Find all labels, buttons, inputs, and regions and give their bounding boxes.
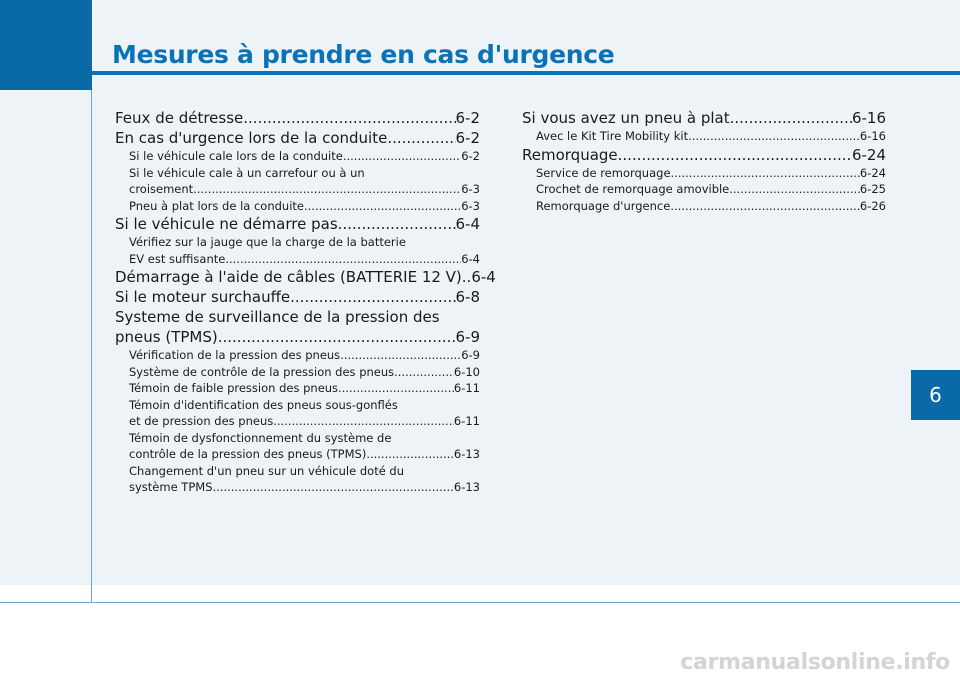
toc-entry-title: Témoin de faible pression des pneus bbox=[129, 381, 339, 395]
dot-leader bbox=[218, 327, 456, 347]
toc-entry-cale-carrefour[interactable] bbox=[115, 165, 480, 198]
toc-entry-title-line: Si le véhicule cale à un carrefour ou à un bbox=[129, 165, 365, 180]
chapter-tab[interactable]: 6 bbox=[911, 370, 960, 420]
toc-entry-changement-pneu[interactable] bbox=[115, 463, 480, 496]
toc-right-column bbox=[522, 108, 886, 214]
toc-entry-verif-pression[interactable] bbox=[115, 347, 480, 364]
toc-entry-title: Crochet de remorquage amovible bbox=[536, 182, 730, 196]
dot-leader bbox=[343, 148, 461, 165]
toc-page-number: 6-9 bbox=[461, 348, 480, 362]
dot-leader bbox=[340, 347, 461, 364]
toc-entry-title: Pneu à plat lors de la conduite bbox=[129, 198, 304, 213]
toc-entry-pneu-plat-conduite[interactable] bbox=[115, 198, 480, 215]
dot-leader bbox=[394, 364, 454, 381]
page-title: Mesures à prendre en cas d'urgence bbox=[112, 40, 615, 69]
toc-page-number: 6-8 bbox=[455, 288, 480, 306]
toc-entry-cale-conduite[interactable] bbox=[115, 148, 480, 165]
toc-entry-title: Feux de détresse bbox=[115, 109, 244, 127]
toc-entry-title: pneus (TPMS) bbox=[115, 328, 218, 346]
toc-entry-title: Si le véhicule ne démarre pas bbox=[115, 215, 338, 233]
toc-entry-service-remorquage[interactable] bbox=[522, 165, 886, 182]
toc-entry-title-line: Témoin d'identification des pneus sous-gonflés bbox=[129, 397, 398, 412]
dot-leader bbox=[193, 181, 461, 198]
toc-page-number: 6-13 bbox=[453, 480, 480, 494]
toc-left-column bbox=[115, 108, 496, 496]
dot-leader bbox=[243, 108, 455, 128]
toc-page-number: 6-2 bbox=[455, 129, 480, 147]
toc-page-number: 6-4 bbox=[455, 215, 480, 233]
toc-entry-title: Service de remorquage bbox=[536, 165, 671, 180]
toc-entry-title: Remorquage bbox=[522, 145, 618, 164]
toc-entry-title: En cas d'urgence lors de la conduite bbox=[115, 129, 388, 147]
toc-entry-pneu-a-plat[interactable] bbox=[522, 108, 886, 128]
toc-page-number: 6-9 bbox=[455, 328, 480, 346]
toc-entry-surchauffe[interactable] bbox=[115, 287, 480, 307]
toc-page-number: 6-24 bbox=[851, 145, 886, 164]
toc-entry-title: Si vous avez un pneu à plat bbox=[522, 109, 730, 127]
toc-entry-crochet[interactable] bbox=[522, 181, 886, 198]
toc-page-number: 6-11 bbox=[453, 414, 480, 428]
watermark: carmanualsonline.info bbox=[680, 650, 950, 675]
margin-divider bbox=[91, 90, 92, 602]
dot-leader bbox=[338, 380, 454, 397]
dot-leader bbox=[729, 181, 860, 198]
toc-page-number: 6-2 bbox=[455, 109, 480, 127]
toc-entry-en-cas[interactable] bbox=[115, 128, 480, 148]
dot-leader bbox=[225, 251, 461, 268]
dot-leader bbox=[730, 108, 852, 128]
toc-entry-title: et de pression des pneus bbox=[129, 414, 274, 428]
dot-leader bbox=[618, 145, 852, 165]
toc-entry-title: Vérification de la pression des pneus bbox=[129, 348, 341, 362]
toc-entry-title-line: Systeme de surveillance de la pression des bbox=[115, 308, 440, 326]
toc-entry-temoin-identification[interactable] bbox=[115, 397, 480, 430]
toc-entry-temoin-faible[interactable] bbox=[115, 380, 480, 397]
dot-leader bbox=[273, 413, 454, 430]
toc-entry-title: système TPMS bbox=[129, 480, 213, 494]
toc-entry-systeme-controle[interactable] bbox=[115, 364, 480, 381]
dot-leader bbox=[338, 214, 456, 234]
toc-page-number: 6-24 bbox=[859, 165, 886, 180]
toc-entry-title: Si le véhicule cale lors de la conduite bbox=[129, 149, 343, 163]
dot-leader bbox=[387, 128, 455, 148]
toc-page-number: 6-4 bbox=[471, 268, 496, 286]
toc-page-number: 6-26 bbox=[859, 198, 886, 213]
dot-leader bbox=[290, 287, 455, 307]
title-underline bbox=[92, 71, 960, 75]
toc-entry-temoin-dysfonctionnement[interactable] bbox=[115, 430, 480, 463]
toc-page-number: 6-10 bbox=[453, 364, 480, 379]
toc-entry-title: Démarrage à l'aide de câbles (BATTERIE 12 V).. bbox=[115, 268, 472, 286]
toc-entry-kit-tire[interactable] bbox=[522, 128, 886, 145]
toc-entry-ne-demarre[interactable] bbox=[115, 214, 480, 234]
toc-entry-title: Si le moteur surchauffe bbox=[115, 288, 291, 306]
dot-leader bbox=[213, 479, 454, 496]
toc-entry-tpms[interactable] bbox=[115, 307, 480, 347]
toc-entry-title: Avec le Kit Tire Mobility kit bbox=[536, 129, 689, 143]
toc-page-number: 6-13 bbox=[453, 447, 480, 461]
toc-entry-title-line: Changement d'un pneu sur un véhicule doté du bbox=[129, 463, 405, 478]
toc-entry-title: croisement bbox=[129, 182, 194, 196]
dot-leader bbox=[688, 128, 860, 145]
corner-color-block bbox=[0, 0, 92, 90]
toc-entry-title: EV est suffisante bbox=[129, 251, 226, 266]
dot-leader bbox=[366, 446, 454, 463]
toc-page-number: 6-16 bbox=[859, 129, 886, 143]
toc-page-number: 6-25 bbox=[859, 182, 886, 196]
toc-entry-title: Remorquage d'urgence bbox=[536, 198, 671, 213]
toc-entry-title: contrôle de la pression des pneus (TPMS) bbox=[129, 447, 367, 461]
toc-entry-title: Système de contrôle de la pression des pneus bbox=[129, 364, 395, 379]
toc-entry-remorquage-urgence[interactable] bbox=[522, 198, 886, 215]
dot-leader bbox=[304, 198, 461, 215]
toc-page-number: 6-2 bbox=[461, 149, 480, 163]
toc-page-number: 6-3 bbox=[461, 182, 480, 196]
toc-entry-remorquage[interactable] bbox=[522, 145, 886, 165]
toc-page-number: 6-4 bbox=[461, 251, 480, 266]
toc-page-number: 6-11 bbox=[453, 381, 480, 395]
toc-page-number: 6-16 bbox=[851, 109, 886, 127]
dot-leader bbox=[671, 165, 860, 182]
dot-leader bbox=[670, 198, 860, 215]
toc-entry-title-line: Vérifiez sur la jauge que la charge de la batterie bbox=[129, 235, 406, 249]
footer-divider bbox=[0, 602, 960, 603]
toc-entry-title-line: Témoin de dysfonctionnement du système de bbox=[129, 430, 392, 445]
toc-page-number: 6-3 bbox=[461, 198, 480, 213]
toc-entry-feux[interactable] bbox=[115, 108, 480, 128]
toc-entry-jauge[interactable] bbox=[115, 234, 480, 267]
toc-entry-demarrage-cables[interactable] bbox=[115, 267, 496, 287]
